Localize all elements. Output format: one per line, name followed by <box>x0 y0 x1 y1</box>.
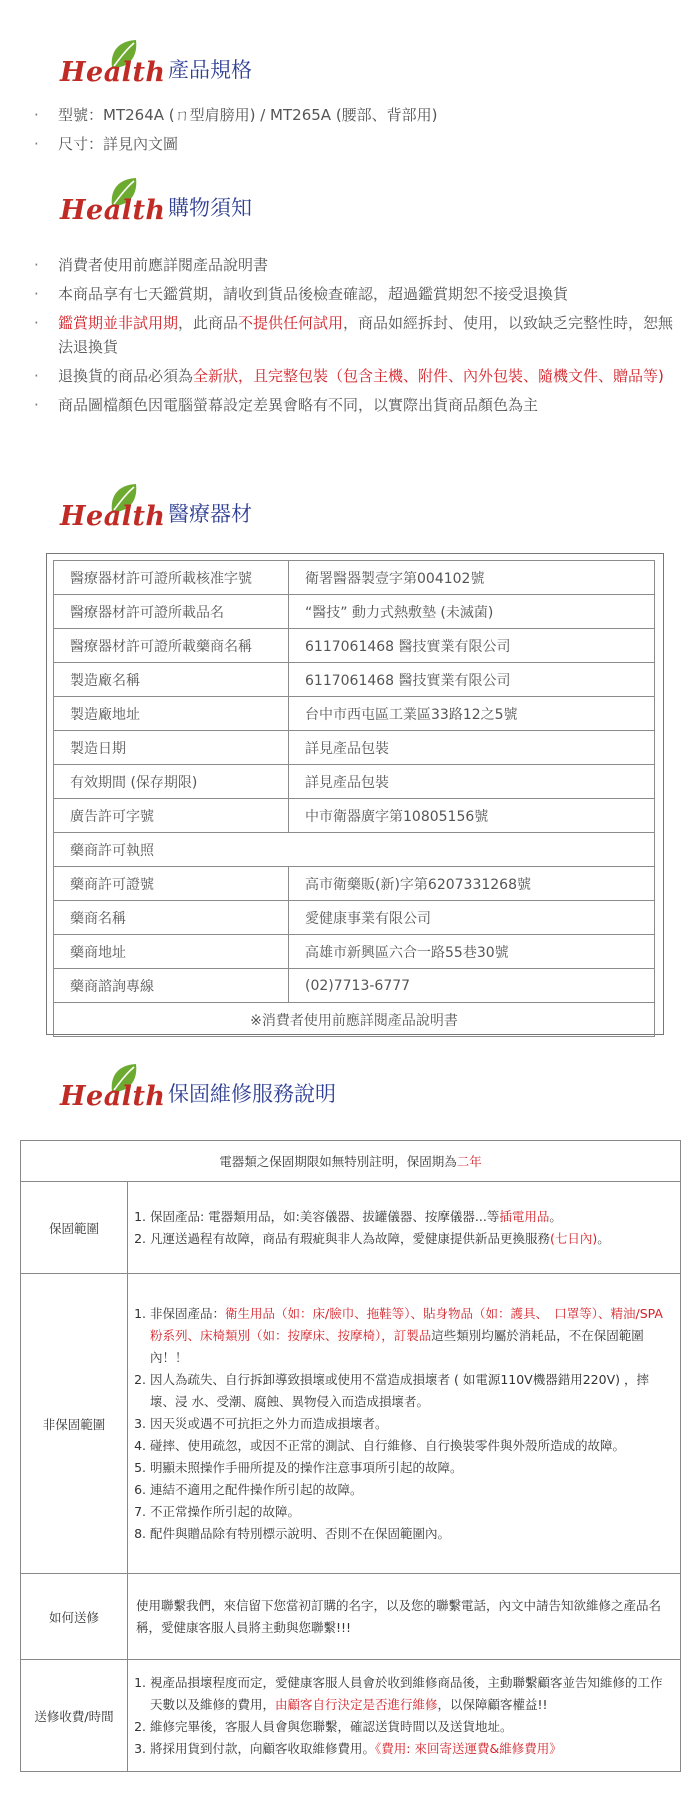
table-cell-label: 醫療器材許可證所載藥商名稱 <box>54 629 289 663</box>
health-logo: Health <box>60 1081 166 1112</box>
table-row <box>54 799 655 833</box>
table-row <box>54 935 655 969</box>
section-header-spec <box>60 38 480 88</box>
highlight-text: (七日內) <box>550 1230 598 1246</box>
table-cell-label: 醫療器材許可證所載核准字號 <box>54 561 289 595</box>
section-title: 產品規格 <box>168 58 252 82</box>
body-text: 視產品損壞程度而定，愛健康客服人員會於收到維修商品後，主動聯繫顧客並告知維修的工作天數以及維修的費用， <box>150 1674 663 1712</box>
row-content <box>128 1274 681 1574</box>
highlight-text: 二年 <box>456 1154 482 1169</box>
body-text: ，此商品 <box>178 314 239 332</box>
table-cell-value: 詳見產品包裝 <box>289 765 655 799</box>
highlight-text: 衛生用品（如：床/臉巾、拖鞋等）、貼身物品（如：護具、 口罩等）、精油/SPA粉系列、床椅類別（如：按摩床、按摩椅），訂製品 <box>150 1305 663 1343</box>
section-title: 保固維修服務說明 <box>168 1082 336 1106</box>
table-cell-label: 藥商名稱 <box>54 901 289 935</box>
list-item <box>34 311 674 359</box>
list-item: 7. 不正常操作所引起的故障。 <box>150 1501 672 1523</box>
section-header-shopping <box>60 176 480 226</box>
highlight-text: 鑑賞期並非試用期 <box>58 314 179 332</box>
table-row <box>54 765 655 799</box>
list-item <box>150 1672 672 1716</box>
body-text: 。 <box>549 1208 562 1224</box>
table-row <box>21 1182 681 1274</box>
highlight-text: 全新狀，且完整包裝（包含主機、附件、內外包裝、隨機文件、贈品等) <box>193 367 664 385</box>
spec-list <box>34 103 674 161</box>
health-logo: Health <box>60 57 166 88</box>
table-cell-label: 有效期間 (保存期限) <box>54 765 289 799</box>
table-row <box>21 1141 681 1182</box>
table-row <box>54 595 655 629</box>
table-cell-label: 藥商地址 <box>54 935 289 969</box>
table-row <box>21 1274 681 1574</box>
table-cell-label: 廣告許可字號 <box>54 799 289 833</box>
table-row <box>54 561 655 595</box>
health-logo: Health <box>60 195 166 226</box>
body-text: ，商品如經拆封、使用，以致缺乏完整性時，恕無法退換貨 <box>58 314 674 356</box>
list-item: 2. 維修完畢後，客服人員會與您聯繫，確認送貨時間以及送貨地址。 <box>150 1716 672 1738</box>
shopping-list <box>34 253 674 422</box>
list-item: 3. 因天災或遇不可抗拒之外力而造成損壞者。 <box>150 1413 672 1435</box>
table-cell-value: 中市衛器廣字第10805156號 <box>289 799 655 833</box>
body-text: 凡運送過程有故障，商品有瑕疵與非人為故障，愛健康提供新品更換服務 <box>150 1230 551 1246</box>
table-row <box>21 1660 681 1772</box>
table-row <box>54 969 655 1003</box>
row-label: 非保固範圍 <box>21 1274 128 1574</box>
table-cell-value: 高市衛藥販(新)字第6207331268號 <box>289 867 655 901</box>
list-item <box>150 1303 672 1369</box>
list-item: · 型號：MT264A (ㄇ型肩膀用) / MT265A (腰部、背部用) <box>34 103 674 127</box>
table-cell-value: 高雄市新興區六合一路55巷30號 <box>289 935 655 969</box>
body-text: 電器類之保固期限如無特別註明，保固期為 <box>219 1154 457 1169</box>
row-label: 如何送修 <box>21 1574 128 1660</box>
row-label: 保固範圍 <box>21 1182 128 1274</box>
warranty-table <box>20 1140 681 1772</box>
table-cell-label: 藥商諮詢專線 <box>54 969 289 1003</box>
section-header-warranty <box>60 1062 480 1112</box>
table-cell-value: 詳見產品包裝 <box>289 731 655 765</box>
table-row <box>54 833 655 867</box>
table-cell-value: 6117061468 醫技實業有限公司 <box>289 629 655 663</box>
table-cell-label: 製造廠地址 <box>54 697 289 731</box>
list-item <box>150 1738 672 1760</box>
body-text: 這些類別均屬於消耗品，不在保固範圍內！！ <box>150 1327 644 1365</box>
table-row <box>54 867 655 901</box>
table-row <box>54 1003 655 1037</box>
body-text: 非保固產品： <box>150 1305 226 1321</box>
row-content <box>128 1660 681 1772</box>
table-cell-value: 台中市西屯區工業區33路12之5號 <box>289 697 655 731</box>
highlight-text: 不提供任何試用 <box>238 314 344 332</box>
list-item <box>34 364 674 388</box>
row-label: 送修收費/時間 <box>21 1660 128 1772</box>
list-item: 4. 碰摔、使用疏忽，或因不正常的測試、自行維修、自行換裝零件與外殼所造成的故障。 <box>150 1435 672 1457</box>
list-item <box>150 1206 672 1228</box>
table-footer-note: ※消費者使用前應詳閱產品說明書 <box>54 1003 655 1037</box>
section-title: 購物須知 <box>168 196 252 220</box>
body-text: 將採用貨到付款，向顧客收取維修費用。 <box>150 1740 376 1756</box>
table-cell-label: 醫療器材許可證所載品名 <box>54 595 289 629</box>
table-cell-value: (02)7713-6777 <box>289 969 655 1003</box>
body-text: 。 <box>597 1230 610 1246</box>
body-text: 退換貨的商品必須為 <box>58 367 194 385</box>
table-row <box>54 697 655 731</box>
list-item: · 尺寸：詳見內文圖 <box>34 132 674 156</box>
table-cell-value: 6117061468 醫技實業有限公司 <box>289 663 655 697</box>
row-content <box>128 1182 681 1274</box>
health-logo: Health <box>60 501 166 532</box>
table-cell-value: 衛署醫器製壹字第004102號 <box>289 561 655 595</box>
row-content: 使用聯繫我們，來信留下您當初訂購的名字，以及您的聯繫電話，內文中請告知欲維修之產品名稱，愛健康客服人員將主動與您聯繫!!! <box>128 1574 681 1660</box>
table-cell-value: “醫技” 動力式熱敷墊 (未滅菌) <box>289 595 655 629</box>
table-row <box>54 731 655 765</box>
table-row <box>54 901 655 935</box>
section-header-medical <box>60 482 480 532</box>
table-subheader: 藥商許可執照 <box>54 833 655 867</box>
body-text: ，以保障顧客權益!! <box>437 1696 548 1712</box>
table-cell-label: 製造日期 <box>54 731 289 765</box>
medical-table <box>53 560 655 1037</box>
section-title: 醫療器材 <box>168 502 252 526</box>
list-item: · 消費者使用前應詳閱產品說明書 <box>34 253 674 277</box>
table-cell-label: 藥商許可證號 <box>54 867 289 901</box>
list-item: · 本商品享有七天鑑賞期，請收到貨品後檢查確認，超過鑑賞期恕不接受退換貨 <box>34 282 674 306</box>
table-row <box>54 629 655 663</box>
list-item: 5. 明顯未照操作手冊所提及的操作注意事項所引起的故障。 <box>150 1457 672 1479</box>
highlight-text: 插電用品 <box>499 1208 550 1224</box>
medical-device-table <box>46 553 664 1035</box>
list-item: 8. 配件與贈品除有特別標示說明、否則不在保固範圍內。 <box>150 1523 672 1545</box>
list-item <box>150 1228 672 1250</box>
table-row <box>54 663 655 697</box>
highlight-text: 《費用: 來回寄送運費&維修費用》 <box>375 1740 562 1756</box>
table-cell-label: 製造廠名稱 <box>54 663 289 697</box>
table-row <box>21 1574 681 1660</box>
table-cell-value: 愛健康事業有限公司 <box>289 901 655 935</box>
list-item: · 商品圖檔顏色因電腦螢幕設定差異會略有不同，以實際出貨商品顏色為主 <box>34 393 674 417</box>
list-item: 2. 因人為疏失、自行拆卸導致損壞或使用不當造成損壞者 ( 如電源110V機器錯用220V) ，摔壞、浸 水、受潮、腐蝕、異物侵入而造成損壞者。 <box>150 1369 672 1413</box>
warranty-header <box>21 1141 681 1182</box>
highlight-text: 由顧客自行決定是否進行維修 <box>275 1696 438 1712</box>
list-item: 6. 連結不適用之配件操作所引起的故障。 <box>150 1479 672 1501</box>
body-text: 保固產品: 電器類用品，如:美容儀器、拔罐儀器、按摩儀器...等 <box>150 1208 500 1224</box>
